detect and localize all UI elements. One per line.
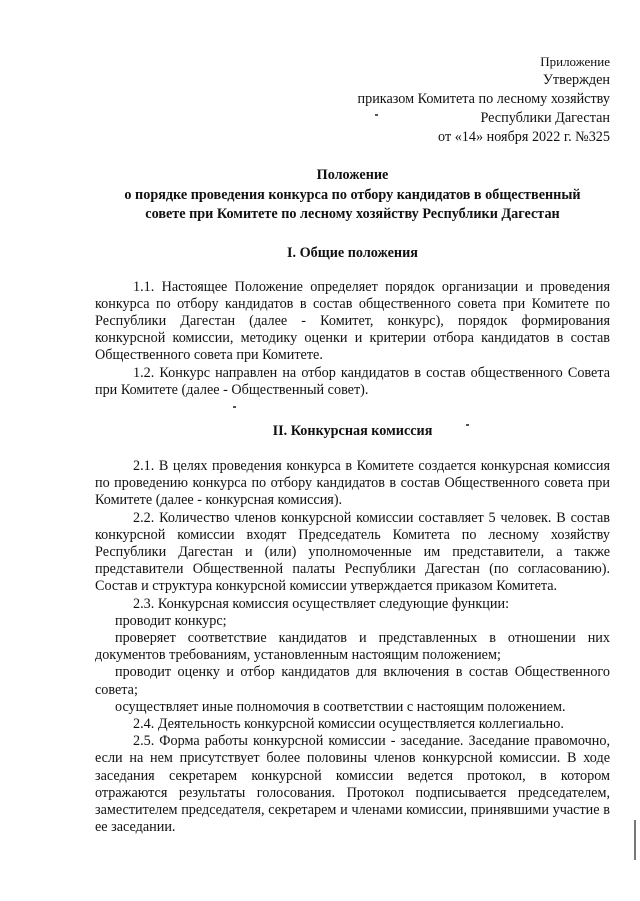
function-item-1: проводит конкурс; (115, 612, 227, 629)
scan-speck (375, 114, 378, 116)
section-1-heading: I. Общие положения (287, 244, 418, 261)
function-item-3: проводит оценку и отбор кандидатов для включения в состав Общественного совета; (95, 664, 610, 698)
scan-speck (466, 424, 469, 426)
approval-order-line: приказом Комитета по лесному хозяйству (357, 91, 610, 107)
scan-edge-mark (634, 820, 636, 860)
approval-date-line: от «14» ноября 2022 г. №325 (438, 129, 610, 145)
paragraph-2-1: 2.1. В целях проведения конкурса в Комитете создается конкурсная комиссия по проведению конкурса по отбору кандидатов в состав Общественного совета при Комитете (далее - конкурсная комиссия). (95, 457, 610, 509)
paragraph-1-2: 1.2. Конкурс направлен на отбор кандидатов в состав общественного Совета при Комитете (далее - Общественный совет). (95, 364, 610, 398)
paragraph-2-3: 2.3. Конкурсная комиссия осуществляет следующие функции: (133, 595, 510, 612)
scan-speck (233, 406, 236, 408)
title-line-1: Положение (316, 167, 389, 183)
approval-block (95, 52, 610, 147)
paragraph-2-2: 2.2. Количество членов конкурсной комиссии составляет 5 человек. В состав конкурсной комиссии входят Председатель Комитета по лесному хозяйству Республики Дагестан и (или) уполномоченные им представители, а также представители Общественной палаты Республики Дагестан (по согласованию). Состав и структура конкурсной комиссии утверждается приказом Комитета. (95, 509, 610, 595)
paragraph-2-5: 2.5. Форма работы конкурсной комиссии - заседание. Заседание правомочно, если на нем присутствует более половины членов конкурсной комиссии. В ходе заседания секретарем конкурсной комиссии ведется протокол, в котором отражаются результаты голосования. Протокол подписывается председателем, заместителем председателя, секретарем и членами комиссии, принявшими участие в ее заседании. (95, 733, 610, 836)
paragraph-2-4: 2.4. Деятельность конкурсной комиссии осуществляется коллегиально. (133, 715, 564, 732)
title-line-2: о порядке проведения конкурса по отбору кандидатов в общественный (124, 186, 581, 203)
function-item-2: проверяет соответствие кандидатов и представленных в отношении них документов требованиям, установленным настоящим положением; (95, 629, 610, 664)
appendix-label: Приложение (540, 54, 610, 69)
title-line-3: совете при Комитете по лесному хозяйству Республики Дагестан (145, 206, 560, 222)
document-title (95, 166, 610, 225)
function-item-4: осуществляет иные полномочия в соответствии с настоящим положением. (115, 698, 566, 715)
approved-label: Утвержден (542, 72, 610, 88)
paragraph-1-1: 1.1. Настоящее Положение определяет порядок организации и проведения конкурса по отбору кандидатов в состав общественного совета при Комитете по Республики Дагестан (далее - Комитет, конкурс), порядок формирования конкурсной комиссии, методику оценки и критерии отбора кандидатов в состав Общественного совета при Комитете. (95, 278, 610, 364)
section-2-heading: II. Конкурсная комиссия (272, 422, 433, 439)
approval-region-line: Республики Дагестан (480, 110, 610, 126)
